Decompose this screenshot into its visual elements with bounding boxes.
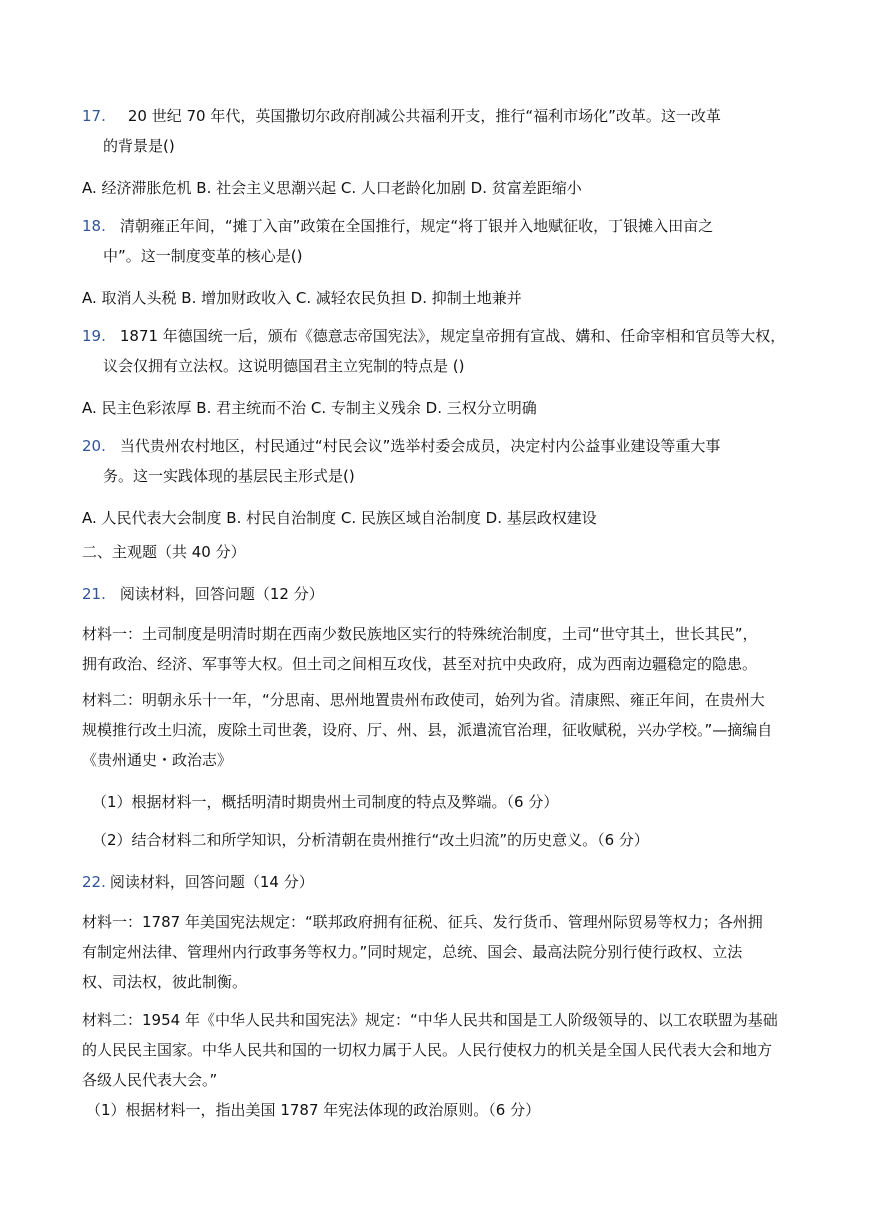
q22-material-2-line-2: 的人民民主国家。中华人民共和国的一切权力属于人民。人民行使权力的机关是全国人民代表大会和地方 <box>82 1041 773 1059</box>
q21-material-2-line-1: 材料二：明朝永乐十一年，“分思南、思州地置贵州布政使司，始列为省。清康熙、雍正年间，在贵州大 <box>82 691 765 709</box>
question-17-line-2: 的背景是() <box>103 137 175 155</box>
question-18-line-1 <box>82 216 713 236</box>
section-heading: 二、主观题（共 40 分） <box>82 543 246 561</box>
question-21-text: 阅读材料，回答问题（12 分） <box>119 585 324 603</box>
question-20-line-1 <box>82 436 720 456</box>
q21-material-2-line-3: 《贵州通史・政治志》 <box>82 751 233 769</box>
q21-material-1-line-1: 材料一：土司制度是明清时期在西南少数民族地区实行的特殊统治制度，土司“世守其土，世长其民”， <box>82 625 758 643</box>
question-22-text: 阅读材料，回答问题（14 分） <box>109 873 314 891</box>
question-21-prompt <box>82 584 324 604</box>
question-18-number: 18. <box>82 217 106 235</box>
question-20-number: 20. <box>82 437 106 455</box>
q22-material-2-line-3: 各级人民代表大会。” <box>82 1071 218 1089</box>
q22-material-1-line-2: 有制定州法律、管理州内行政事务等权力。”同时规定，总统、国会、最高法院分别行使行政权、立法 <box>82 943 743 961</box>
q21-material-2-line-2: 规模推行改土归流，废除土司世袭，设府、厅、州、县，派遣流官治理，征收赋税，兴办学校。”—摘编自 <box>82 721 773 739</box>
question-18-line-2: 中”。这一制度变革的核心是() <box>103 247 303 265</box>
question-17-number: 17. <box>82 107 106 125</box>
q21-subquestion-2: （2）结合材料二和所学知识，分析清朝在贵州推行“改土归流”的历史意义。（6 分） <box>92 831 649 849</box>
question-19-line-2: 议会仅拥有立法权。这说明德国君主立宪制的特点是 () <box>103 357 465 375</box>
q22-material-1-line-1: 材料一：1787 年美国宪法规定：“联邦政府拥有征税、征兵、发行货币、管理州际贸易等权力；各州拥 <box>82 913 763 931</box>
q22-subquestion-1: （1）根据材料一，指出美国 1787 年宪法体现的政治原则。（6 分） <box>86 1101 541 1119</box>
question-20-line-2: 务。这一实践体现的基层民主形式是() <box>103 467 355 485</box>
question-19-text: 1871 年德国统一后，颁布《德意志帝国宪法》，规定皇帝拥有宣战、媾和、任命宰相和官员等大权， <box>119 327 786 345</box>
question-17-line-1 <box>82 106 721 126</box>
q21-subquestion-1: （1）根据材料一，概括明清时期贵州土司制度的特点及弊端。（6 分） <box>92 793 559 811</box>
q22-material-2-line-1: 材料二：1954 年《中华人民共和国宪法》规定：“中华人民共和国是工人阶级领导的、以工农联盟为基础 <box>82 1011 778 1029</box>
q22-material-1-line-3: 权、司法权，彼此制衡。 <box>82 973 248 991</box>
question-20-text: 当代贵州农村地区，村民通过“村民会议”选举村委会成员，决定村内公益事业建设等重大事 <box>119 437 721 455</box>
question-17-text: 20 世纪 70 年代，英国撒切尔政府削减公共福利开支，推行“福利市场化”改革。这一改革 <box>127 107 721 125</box>
question-17-options: A. 经济滞胀危机 B. 社会主义思潮兴起 C. 人口老龄化加剧 D. 贫富差距缩小 <box>82 179 582 197</box>
question-20-options: A. 人民代表大会制度 B. 村民自治制度 C. 民族区域自治制度 D. 基层政权建设 <box>82 509 597 527</box>
question-22-number: 22. <box>82 873 106 891</box>
question-19-options: A. 民主色彩浓厚 B. 君主统而不治 C. 专制主义残余 D. 三权分立明确 <box>82 399 537 417</box>
question-19-line-1 <box>82 326 785 346</box>
question-21-number: 21. <box>82 585 106 603</box>
question-22-prompt <box>82 872 314 892</box>
q21-material-1-line-2: 拥有政治、经济、军事等大权。但土司之间相互攻伐，甚至对抗中央政府，成为西南边疆稳定的隐患。 <box>82 655 758 673</box>
question-18-text: 清朝雍正年间，“摊丁入亩”政策在全国推行，规定“将丁银并入地赋征收，丁银摊入田亩之 <box>119 217 714 235</box>
question-19-number: 19. <box>82 327 106 345</box>
question-18-options: A. 取消人头税 B. 增加财政收入 C. 减轻农民负担 D. 抑制土地兼并 <box>82 289 522 307</box>
